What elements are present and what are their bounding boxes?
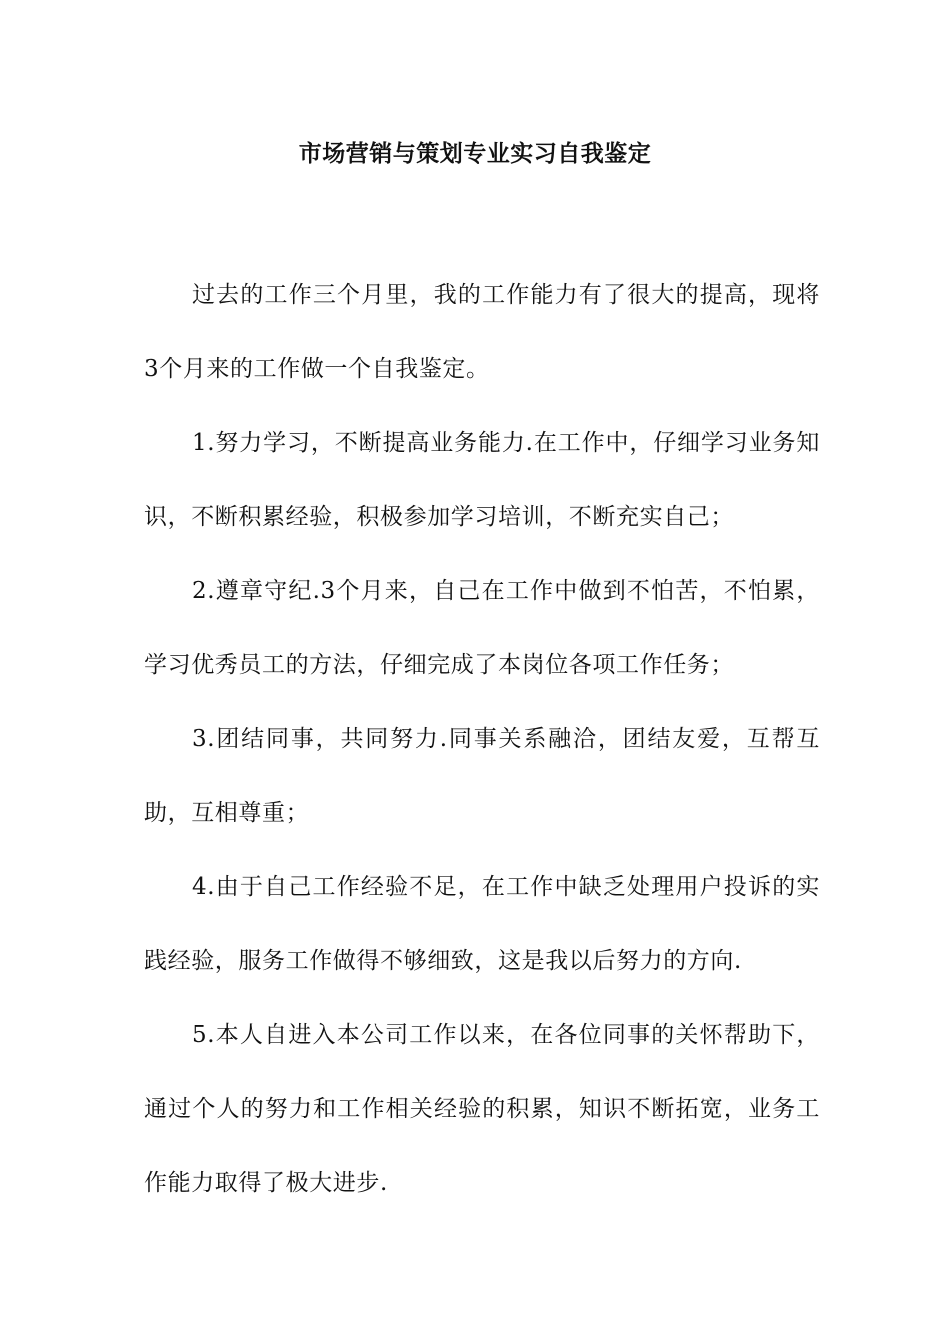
document-body	[144, 258, 820, 1220]
paragraph-item-5: 5.本人自进入本公司工作以来，在各位同事的关怀帮助下，通过个人的努力和工作相关经验的积累，知识不断拓宽，业务工作能力取得了极大进步.	[144, 1022, 820, 1196]
paragraph-item-2: 2.遵章守纪.3个月来，自己在工作中做到不怕苦，不怕累，学习优秀员工的方法，仔细完成了本岗位各项工作任务；	[144, 578, 820, 678]
paragraph-item-1: 1.努力学习，不断提高业务能力.在工作中，仔细学习业务知识，不断积累经验，积极参加学习培训，不断充实自己；	[144, 430, 820, 530]
paragraph-intro: 过去的工作三个月里，我的工作能力有了很大的提高，现将3个月来的工作做一个自我鉴定。	[144, 282, 820, 382]
paragraph-item-4: 4.由于自己工作经验不足，在工作中缺乏处理用户投诉的实践经验，服务工作做得不够细致，这是我以后努力的方向.	[144, 874, 820, 974]
paragraph-item-3: 3.团结同事，共同努力.同事关系融洽，团结友爱，互帮互助，互相尊重；	[144, 726, 820, 826]
document-title: 市场营销与策划专业实习自我鉴定	[298, 140, 652, 167]
